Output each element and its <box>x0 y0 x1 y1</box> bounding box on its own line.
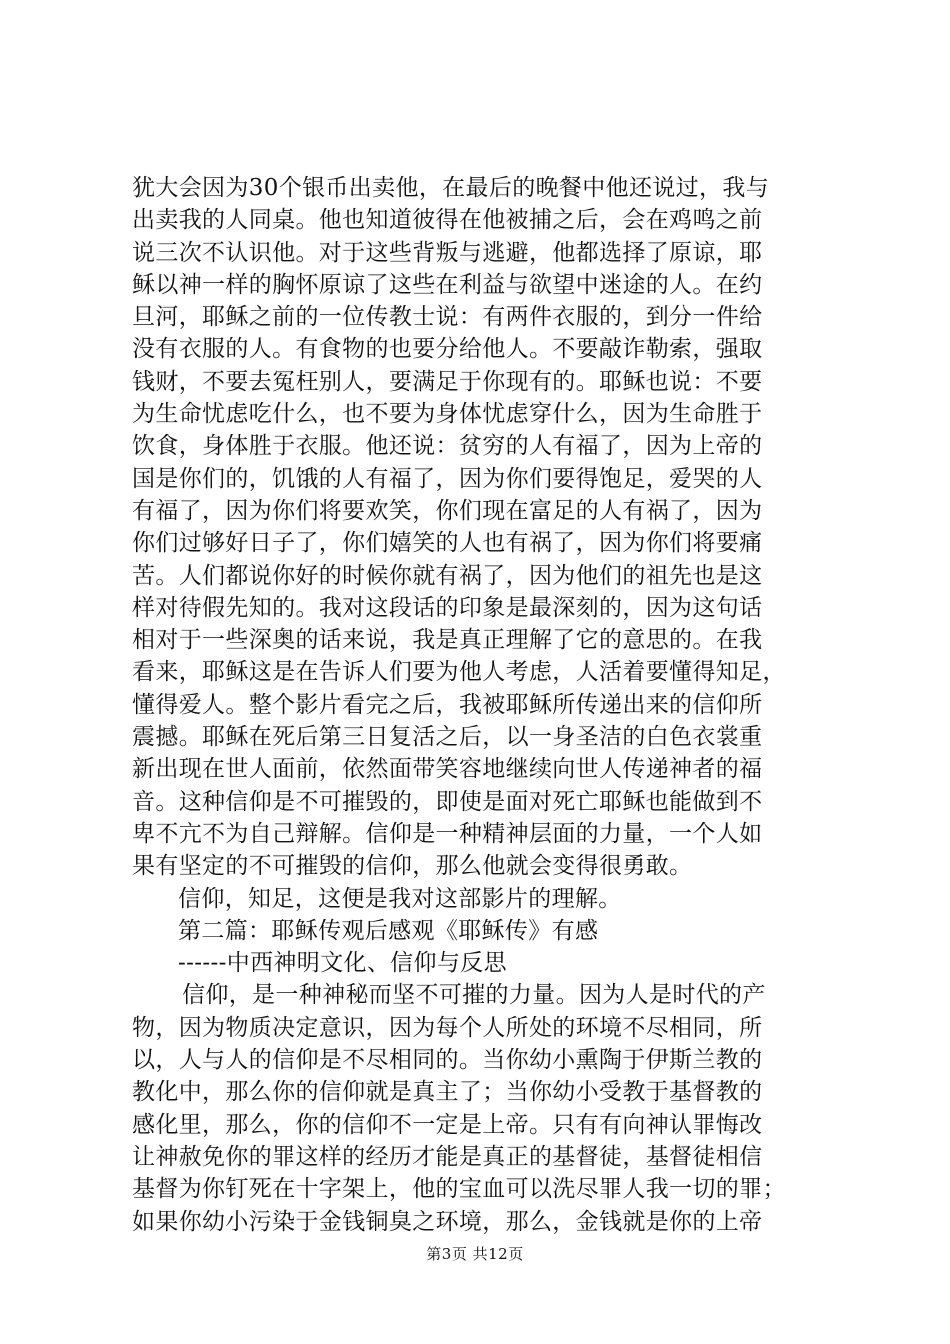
text-line: 稣以神一样的胸怀原谅了这些在利益与欲望中迷途的人。在约 <box>132 271 763 298</box>
document-body <box>132 172 832 1238</box>
text-line: 感化里，那么，你的信仰不一定是上帝。只有有向神认罪悔改 <box>132 1111 763 1138</box>
text-line: 新出现在世人面前，依然面带笑容地继续向世人传递神者的福 <box>132 756 763 783</box>
page-number-footer: 第3页 共12页 <box>426 1245 524 1263</box>
text-line: 说三次不认识他。对于这些背叛与逃避，他都选择了原谅，耶 <box>132 239 763 266</box>
text-line: 震撼。耶稣在死后第三日复活之后，以一身圣洁的白色衣裳重 <box>132 724 763 751</box>
text-line: 音。这种信仰是不可摧毁的，即使是面对死亡耶稣也能做到不 <box>132 788 763 815</box>
text-line: 你们过够好日子了，你们嬉笑的人也有祸了，因为你们将要痛 <box>132 530 763 557</box>
text-line: 出卖我的人同桌。他也知道彼得在他被捕之后，会在鸡鸣之前 <box>132 207 763 234</box>
summary-line: 信仰，知足，这便是我对这部影片的理解。 <box>178 885 622 912</box>
text-line: 教化中，那么你的信仰就是真主了；当你幼小受教于基督教的 <box>132 1079 763 1106</box>
text-line: 没有衣服的人。有食物的也要分给他人。不要敲诈勒索，强取 <box>132 336 763 363</box>
text-line: 苦。人们都说你好的时候你就有祸了，因为他们的祖先也是这 <box>132 562 763 589</box>
text-line: 钱财，不要去冤枉别人，要满足于你现有的。耶稣也说：不要 <box>132 368 763 395</box>
section-title: 第二篇：耶稣传观后感观《耶稣传》有感 <box>178 917 599 944</box>
text-line: 基督为你钉死在十字架上，他的宝血可以洗尽罪人我一切的罪； <box>132 1176 786 1203</box>
text-line: 卑不亢不为自己辩解。信仰是一种精神层面的力量，一个人如 <box>132 820 763 847</box>
section-subtitle: ------中西神明文化、信仰与反思 <box>178 950 507 977</box>
text-line: 有福了，因为你们将要欢笑，你们现在富足的人有祸了，因为 <box>132 497 763 524</box>
text-line: 如果你幼小污染于金钱铜臭之环境，那么，金钱就是你的上帝 <box>132 1208 763 1235</box>
text-line: 懂得爱人。整个影片看完之后，我被耶稣所传递出来的信仰所 <box>132 691 763 718</box>
text-line: 相对于一些深奥的话来说，我是真正理解了它的意思的。在我 <box>132 627 763 654</box>
text-line: 信仰，是一种神秘而坚不可摧的力量。因为人是时代的产 <box>182 982 766 1009</box>
text-line: 样对待假先知的。我对这段话的印象是最深刻的，因为这句话 <box>132 594 763 621</box>
text-line: 看来，耶稣这是在告诉人们要为他人考虑，人活着要懂得知足， <box>132 659 786 686</box>
text-line: 物，因为物质决定意识，因为每个人所处的环境不尽相同，所 <box>132 1014 763 1041</box>
text-line: 饮食，身体胜于衣服。他还说：贫穷的人有福了，因为上帝的 <box>132 433 763 460</box>
text-line: 让神赦免你的罪这样的经历才能是真正的基督徒，基督徒相信 <box>132 1143 763 1170</box>
text-line: 国是你们的，饥饿的人有福了，因为你们要得饱足，爱哭的人 <box>132 465 763 492</box>
text-line: 犹大会因为30个银币出卖他，在最后的晚餐中他还说过，我与 <box>132 175 770 201</box>
text-line: 为生命忧虑吃什么，也不要为身体忧虑穿什么，因为生命胜于 <box>132 401 763 428</box>
text-line: 果有坚定的不可摧毁的信仰，那么他就会变得很勇敢。 <box>132 853 693 880</box>
text-line: 旦河，耶稣之前的一位传教士说：有两件衣服的，到分一件给 <box>132 304 763 331</box>
text-line: 以，人与人的信仰是不尽相同的。当你幼小熏陶于伊斯兰教的 <box>132 1047 763 1074</box>
